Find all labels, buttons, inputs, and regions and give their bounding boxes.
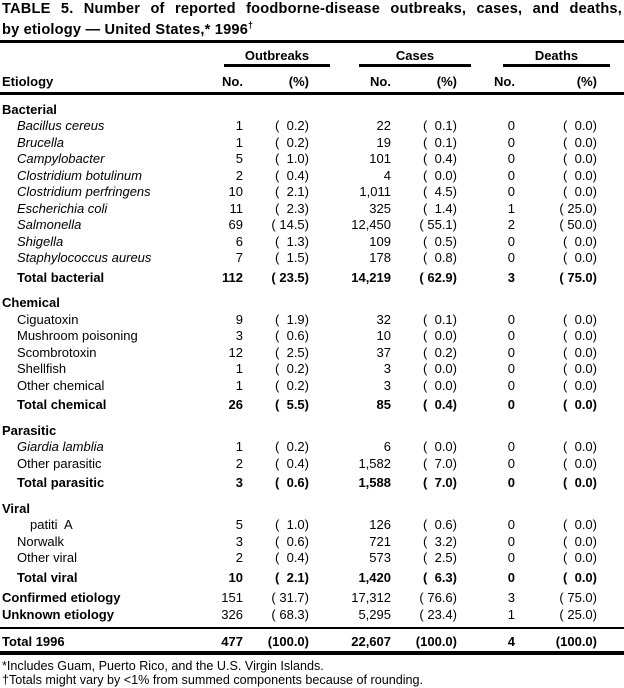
- count-cell: 0: [507, 151, 515, 167]
- count-cell: 69: [228, 217, 243, 233]
- etiology-row: [0, 135, 624, 152]
- count-cell: 1,588: [358, 475, 391, 491]
- percent-cell: ( 0.4): [275, 455, 309, 471]
- count-cell: 1: [235, 377, 243, 393]
- count-cell: 0: [507, 550, 515, 566]
- percent-cell: ( 2.3): [275, 200, 309, 216]
- etiology-row: [0, 217, 624, 234]
- count-cell: 0: [507, 455, 515, 471]
- percent-cell: ( 23.5): [271, 269, 309, 285]
- percent-cell: ( 31.7): [271, 590, 309, 606]
- percent-cell: ( 0.0): [563, 328, 597, 344]
- percent-cell: ( 0.0): [423, 167, 457, 183]
- etiology-row: [0, 151, 624, 168]
- percent-cell: ( 76.6): [419, 590, 457, 606]
- etiology-label: Norwalk: [17, 533, 64, 549]
- etiology-row: [0, 345, 624, 362]
- etiology-row: [0, 439, 624, 456]
- percent-cell: ( 0.0): [563, 439, 597, 455]
- percent-cell: ( 0.2): [275, 361, 309, 377]
- count-cell: 1,582: [358, 455, 391, 471]
- deaths-column-group: [503, 48, 610, 67]
- etiology-row: [0, 270, 624, 287]
- percent-cell: ( 0.2): [423, 344, 457, 360]
- count-cell: 5: [235, 517, 243, 533]
- percent-cell: ( 0.0): [563, 167, 597, 183]
- count-cell: 2: [507, 217, 515, 233]
- section-row: [0, 501, 624, 518]
- percent-cell: ( 0.0): [563, 517, 597, 533]
- percent-cell: ( 0.6): [423, 517, 457, 533]
- etiology-label: Total viral: [17, 569, 78, 585]
- percent-cell: ( 0.2): [275, 377, 309, 393]
- percent-cell: ( 6.3): [423, 569, 457, 585]
- footnote-dagger: †Totals might vary by <1% from summed components because of rounding.: [2, 673, 424, 688]
- cases-no-column-label: No.: [370, 73, 391, 89]
- percent-cell: ( 0.4): [275, 550, 309, 566]
- count-cell: 3: [235, 328, 243, 344]
- etiology-row: [0, 168, 624, 185]
- count-cell: 326: [221, 606, 243, 622]
- count-cell: 0: [507, 311, 515, 327]
- count-cell: 2: [235, 167, 243, 183]
- percent-cell: ( 0.6): [275, 328, 309, 344]
- count-cell: 0: [507, 517, 515, 533]
- percent-cell: ( 1.5): [275, 250, 309, 266]
- count-cell: 0: [507, 250, 515, 266]
- header-divider-rule: [0, 92, 624, 95]
- etiology-row: [0, 378, 624, 395]
- percent-cell: ( 14.5): [271, 217, 309, 233]
- etiology-label: Shigella: [17, 233, 64, 249]
- count-cell: 3: [383, 361, 391, 377]
- etiology-label: Total bacterial: [17, 269, 105, 285]
- count-cell: 11: [229, 200, 243, 216]
- percent-cell: ( 0.0): [563, 184, 597, 200]
- percent-cell: ( 0.0): [423, 328, 457, 344]
- count-cell: 477: [221, 634, 243, 650]
- percent-cell: ( 1.9): [275, 311, 309, 327]
- etiology-row: [0, 534, 624, 551]
- title-line-2: [2, 18, 624, 38]
- etiology-label: Unknown etiology: [2, 606, 114, 622]
- outbreaks-group-label: Outbreaks: [244, 47, 310, 63]
- percent-cell: ( 23.4): [419, 606, 457, 622]
- percent-cell: ( 0.0): [563, 377, 597, 393]
- etiology-row: [0, 328, 624, 345]
- footnotes: [0, 655, 624, 688]
- etiology-label: Salmonella: [17, 217, 82, 233]
- percent-cell: (100.0): [415, 634, 457, 650]
- percent-cell: ( 0.5): [423, 233, 457, 249]
- count-cell: 85: [376, 397, 391, 413]
- count-cell: 112: [222, 269, 243, 285]
- count-cell: 101: [369, 151, 391, 167]
- percent-cell: ( 2.5): [275, 344, 309, 360]
- footnote-asterisk: *Includes Guam, Puerto Rico, and the U.S. Virgin Islands.: [2, 658, 324, 673]
- count-cell: 32: [376, 311, 391, 327]
- percent-cell: ( 75.0): [559, 269, 597, 285]
- percent-cell: (100.0): [267, 634, 309, 650]
- etiology-row: [0, 184, 624, 201]
- etiology-label: Other viral: [17, 550, 77, 566]
- percent-cell: ( 4.5): [423, 184, 457, 200]
- count-cell: 3: [507, 590, 515, 606]
- etiology-label: Ciguatoxin: [17, 311, 79, 327]
- count-cell: 3: [235, 533, 243, 549]
- etiology-label: patiti A: [30, 517, 73, 533]
- percent-cell: ( 0.0): [563, 134, 597, 150]
- percent-cell: ( 0.4): [423, 151, 457, 167]
- count-cell: 721: [369, 533, 391, 549]
- count-cell: 1,420: [358, 569, 391, 585]
- etiology-label: Clostridium botulinum: [17, 167, 142, 183]
- etiology-row: [0, 456, 624, 473]
- etiology-label: Confirmed etiology: [2, 590, 121, 606]
- count-cell: 1: [235, 134, 243, 150]
- etiology-row: [0, 397, 624, 414]
- count-cell: 5,295: [358, 606, 391, 622]
- table-body: [0, 102, 624, 651]
- count-cell: 1: [507, 200, 515, 216]
- count-cell: 3: [383, 377, 391, 393]
- count-cell: 325: [369, 200, 391, 216]
- count-cell: 178: [369, 250, 391, 266]
- etiology-label: Parasitic: [2, 422, 57, 438]
- count-cell: 10: [376, 328, 391, 344]
- percent-cell: ( 2.1): [275, 184, 309, 200]
- count-cell: 573: [369, 550, 391, 566]
- percent-cell: ( 1.0): [275, 517, 309, 533]
- outbreaks-pct-column-label: (%): [288, 73, 309, 89]
- etiology-column-label: Etiology: [2, 73, 54, 89]
- count-cell: 2: [235, 455, 243, 471]
- count-cell: 0: [507, 184, 515, 200]
- percent-cell: ( 68.3): [271, 606, 309, 622]
- count-cell: 1: [235, 439, 243, 455]
- etiology-label: Other parasitic: [17, 455, 102, 471]
- count-cell: 6: [383, 439, 391, 455]
- etiology-label: Scombrotoxin: [17, 344, 97, 360]
- sub-header-row: [0, 74, 624, 89]
- etiology-row: [0, 250, 624, 267]
- count-cell: 0: [507, 361, 515, 377]
- count-cell: 37: [376, 344, 391, 360]
- percent-cell: ( 0.0): [563, 233, 597, 249]
- percent-cell: ( 0.0): [563, 455, 597, 471]
- count-cell: 6: [235, 233, 243, 249]
- count-cell: 12,450: [351, 217, 391, 233]
- count-cell: 5: [235, 151, 243, 167]
- section-row: [0, 423, 624, 440]
- count-cell: 14,219: [351, 269, 391, 285]
- etiology-row: [0, 234, 624, 251]
- percent-cell: ( 0.2): [275, 439, 309, 455]
- count-cell: 0: [507, 397, 515, 413]
- etiology-row: [0, 312, 624, 329]
- count-cell: 0: [507, 377, 515, 393]
- etiology-row: [0, 570, 624, 587]
- percent-cell: ( 0.4): [275, 167, 309, 183]
- percent-cell: ( 0.2): [275, 118, 309, 134]
- percent-cell: ( 2.5): [423, 550, 457, 566]
- percent-cell: ( 0.1): [423, 311, 457, 327]
- percent-cell: ( 0.2): [275, 134, 309, 150]
- outbreaks-no-column-label: No.: [222, 73, 243, 89]
- etiology-row: [0, 590, 624, 607]
- title-line-1: TABLE 5. Number of reported foodborne-disease outbreaks, cases, and deaths,: [2, 1, 622, 17]
- count-cell: 3: [507, 269, 515, 285]
- count-cell: 19: [376, 134, 391, 150]
- percent-cell: ( 0.0): [563, 569, 597, 585]
- count-cell: 0: [507, 344, 515, 360]
- count-cell: 4: [383, 167, 391, 183]
- etiology-label: Shellfish: [17, 361, 67, 377]
- percent-cell: ( 7.0): [423, 455, 457, 471]
- count-cell: 126: [369, 517, 391, 533]
- percent-cell: ( 0.1): [423, 134, 457, 150]
- count-cell: 151: [221, 590, 243, 606]
- count-cell: 2: [235, 550, 243, 566]
- percent-cell: ( 50.0): [559, 217, 597, 233]
- etiology-label: Staphylococcus aureus: [17, 250, 152, 266]
- count-cell: 0: [507, 167, 515, 183]
- percent-cell: ( 0.0): [423, 361, 457, 377]
- etiology-label: Other chemical: [17, 377, 105, 393]
- etiology-label: Bacillus cereus: [17, 118, 105, 134]
- percent-cell: ( 0.0): [563, 361, 597, 377]
- percent-cell: ( 0.0): [563, 250, 597, 266]
- percent-cell: ( 0.0): [563, 397, 597, 413]
- count-cell: 109: [369, 233, 391, 249]
- count-cell: 3: [235, 475, 243, 491]
- etiology-label: Giardia lamblia: [17, 439, 104, 455]
- deaths-group-label: Deaths: [534, 47, 579, 63]
- section-row: [0, 102, 624, 119]
- count-cell: 10: [228, 569, 243, 585]
- etiology-row: [0, 607, 624, 624]
- etiology-label: Clostridium perfringens: [17, 184, 151, 200]
- etiology-row: [0, 517, 624, 534]
- percent-cell: ( 0.0): [563, 475, 597, 491]
- dagger-footnote-marker: †: [248, 19, 254, 30]
- table-title: [0, 0, 624, 38]
- percent-cell: ( 0.0): [563, 118, 597, 134]
- etiology-label: Total parasitic: [17, 475, 105, 491]
- percent-cell: ( 0.8): [423, 250, 457, 266]
- etiology-label: Brucella: [17, 134, 64, 150]
- etiology-label: Bacterial: [2, 101, 57, 117]
- etiology-label: Mushroom poisoning: [17, 328, 138, 344]
- count-cell: 1,011: [359, 184, 391, 200]
- etiology-row: [0, 475, 624, 492]
- count-cell: 4: [507, 634, 515, 650]
- count-cell: 7: [235, 250, 243, 266]
- percent-cell: ( 0.0): [563, 344, 597, 360]
- percent-cell: ( 7.0): [423, 475, 457, 491]
- percent-cell: (100.0): [555, 634, 597, 650]
- percent-cell: ( 0.6): [275, 475, 309, 491]
- deaths-pct-column-label: (%): [576, 73, 597, 89]
- count-cell: 1: [235, 361, 243, 377]
- percent-cell: ( 55.1): [419, 217, 457, 233]
- percent-cell: ( 1.0): [275, 151, 309, 167]
- etiology-row: [0, 627, 624, 651]
- etiology-row: [0, 361, 624, 378]
- percent-cell: ( 0.0): [563, 151, 597, 167]
- percent-cell: ( 0.0): [423, 377, 457, 393]
- count-cell: 0: [507, 118, 515, 134]
- percent-cell: ( 0.0): [563, 311, 597, 327]
- percent-cell: ( 1.4): [423, 200, 457, 216]
- deaths-no-column-label: No.: [494, 73, 515, 89]
- etiology-row: [0, 550, 624, 567]
- etiology-label: Total chemical: [17, 397, 107, 413]
- percent-cell: ( 0.4): [423, 397, 457, 413]
- count-cell: 22: [376, 118, 391, 134]
- cases-pct-column-label: (%): [436, 73, 457, 89]
- etiology-label: Campylobacter: [17, 151, 105, 167]
- count-cell: 10: [228, 184, 243, 200]
- count-cell: 1: [235, 118, 243, 134]
- percent-cell: ( 0.0): [563, 533, 597, 549]
- etiology-label: Escherichia coli: [17, 200, 108, 216]
- count-cell: 0: [507, 134, 515, 150]
- percent-cell: ( 62.9): [419, 269, 457, 285]
- percent-cell: ( 1.3): [275, 233, 309, 249]
- count-cell: 1: [507, 606, 515, 622]
- title-line-2-text: by etiology — United States,* 1996: [2, 21, 249, 38]
- cases-column-group: [359, 48, 471, 67]
- etiology-label: Total 1996: [2, 634, 65, 650]
- column-header: [0, 43, 624, 92]
- count-cell: 0: [507, 233, 515, 249]
- etiology-label: Viral: [2, 500, 30, 516]
- percent-cell: ( 75.0): [559, 590, 597, 606]
- etiology-row: [0, 118, 624, 135]
- cases-group-label: Cases: [395, 47, 435, 63]
- count-cell: 0: [507, 533, 515, 549]
- etiology-row: [0, 201, 624, 218]
- count-cell: 0: [507, 475, 515, 491]
- section-row: [0, 295, 624, 312]
- outbreaks-column-group: [224, 48, 330, 67]
- count-cell: 0: [507, 328, 515, 344]
- percent-cell: ( 0.0): [423, 439, 457, 455]
- percent-cell: ( 0.6): [275, 533, 309, 549]
- percent-cell: ( 0.0): [563, 550, 597, 566]
- percent-cell: ( 3.2): [423, 533, 457, 549]
- percent-cell: ( 25.0): [559, 606, 597, 622]
- count-cell: 0: [507, 569, 515, 585]
- percent-cell: ( 2.1): [275, 569, 309, 585]
- count-cell: 12: [228, 344, 243, 360]
- count-cell: 9: [235, 311, 243, 327]
- count-cell: 26: [228, 397, 243, 413]
- etiology-label: Chemical: [2, 295, 60, 311]
- percent-cell: ( 0.1): [423, 118, 457, 134]
- percent-cell: ( 5.5): [275, 397, 309, 413]
- count-cell: 22,607: [351, 634, 391, 650]
- count-cell: 0: [507, 439, 515, 455]
- percent-cell: ( 25.0): [559, 200, 597, 216]
- count-cell: 17,312: [351, 590, 391, 606]
